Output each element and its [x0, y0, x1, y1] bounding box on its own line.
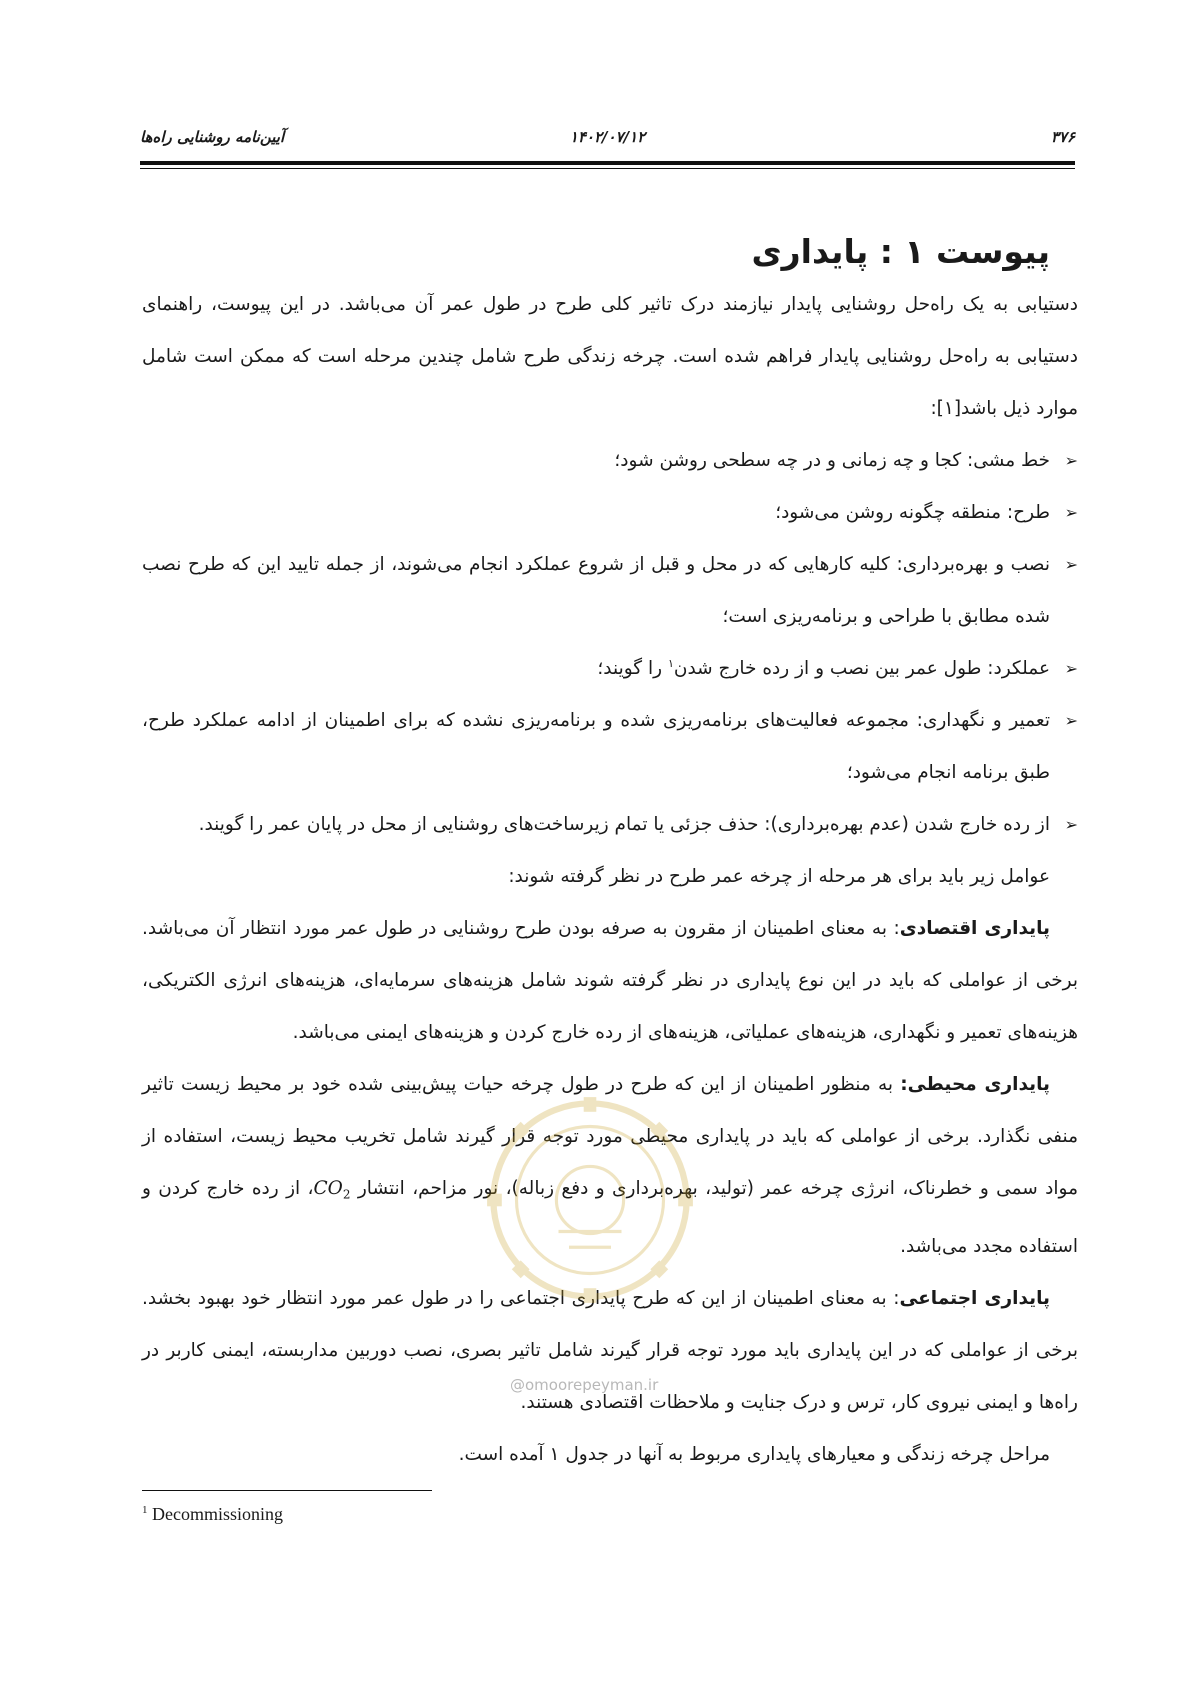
footnote-reference[interactable]: ۱	[667, 656, 674, 670]
watermark-text: @omoorepeyman.ir	[510, 1376, 659, 1394]
formula-base: CO	[313, 1178, 343, 1199]
social-term: پایداری اجتماعی	[899, 1287, 1051, 1309]
header-divider-thin	[140, 168, 1075, 169]
social-text: : به معنای اطمینان از این که طرح پایداری اجتماعی را در طول عمر مورد انتظار خود بهبود بخشد. برخی از عواملی که در این پایداری باید مورد توجه قرار گیرند شامل تاثیر بصری، نصب دوربین مداربسته، ایمنی کاربر در راه‌ها و ایمنی نیروی کار، ترس و درک جنایت و ملاحظات اقتصادی هستند.	[142, 1287, 1078, 1413]
list-item: ➢ خط مشی: کجا و چه زمانی و در چه سطحی روشن شود؛	[142, 435, 1078, 487]
co2-formula	[313, 1178, 351, 1202]
list-item-operation	[142, 643, 1078, 695]
page-title: پیوست ۱ : پایداری	[751, 232, 1050, 271]
list-item-text: عملکرد: طول عمر بین نصب و از رده خارج شدن	[673, 658, 1050, 679]
footnote-mark: 1	[142, 1504, 148, 1516]
social-sustainability-paragraph	[142, 1273, 1078, 1429]
header-date: ۱۴۰۲/۰۷/۱۲	[569, 128, 646, 146]
lifecycle-list	[142, 435, 1078, 851]
page-number: ۳۷۶	[1050, 128, 1075, 146]
list-item: ➢ تعمیر و نگهداری: مجموعه فعالیت‌های برنامه‌ریزی شده و برنامه‌ریزی نشده که برای اطمینان از ادامه عملکرد طرح، طبق برنامه انجام می‌شود؛	[142, 695, 1078, 799]
list-item-tail: را گویند؛	[597, 658, 668, 679]
header-divider-thick	[140, 161, 1075, 165]
header-document-title: آیین‌نامه روشنایی راه‌ها	[140, 128, 285, 146]
environmental-term: پایداری محیطی:	[900, 1074, 1050, 1095]
intro-paragraph: دستیابی به یک راه‌حل روشنایی پایدار نیازمند درک تاثیر کلی طرح در طول عمر آن می‌باشد. در این پیوست، راهنمای دستیابی به راه‌حل روشنایی پایدار فراهم شده است. چرخه زندگی طرح شامل چندین مرحله است که ممکن است شامل موارد ذیل باشد[۱]:	[142, 294, 1078, 419]
formula-subscript: 2	[342, 1187, 351, 1202]
economic-text: : به معنای اطمینان از مقرون به صرفه بودن طرح روشنایی در طول عمر مورد انتظار آن می‌باشد. برخی از عواملی که باید در این نوع پایداری در نظر گرفته شوند شامل هزینه‌های سرمایه‌ای، هزینه‌های انرژی الکتریکی، هزینه‌های تعمیر و نگهداری، هزینه‌های عملیاتی، هزینه‌های از رده خارج کردن و هزینه‌های ایمنی می‌باشد.	[142, 918, 1078, 1043]
economic-sustainability-paragraph	[142, 903, 1078, 1059]
factors-intro: عوامل زیر باید برای هر مرحله از چرخه عمر طرح در نظر گرفته شوند:	[508, 866, 1050, 887]
environmental-text: به منظور اطمینان از این که طرح در طول چرخه حیات پیش‌بینی شده خود بر محیط زیست تاثیر منفی نگذارد. برخی از عواملی که باید در پایداری محیطی مورد توجه قرار گیرند شامل تخریب محیط زیست، استفاده از مواد سمی و خطرناک، انرژی چرخه عمر (تولید، بهره‌برداری و دفع زباله)، نور مزاحم، انتشار	[142, 1074, 1078, 1199]
list-item: ➢ نصب و بهره‌برداری: کلیه کارهایی که در محل و قبل از شروع عملکرد انجام می‌شوند، از جمله تایید این که طرح نصب شده مطابق با طراحی و برنامه‌ریزی است؛	[142, 539, 1078, 643]
footnote-text: Decommissioning	[147, 1504, 283, 1524]
list-item: ➢ طرح: منطقه چگونه روشن می‌شود؛	[142, 487, 1078, 539]
economic-term: پایداری اقتصادی	[899, 918, 1050, 939]
page-header	[140, 128, 1075, 150]
main-content	[142, 225, 1078, 1481]
environmental-text-end: ، از رده خارج کردن و استفاده مجدد می‌باشد.	[142, 1178, 1078, 1257]
closing-paragraph: مراحل چرخه زندگی و معیارهای پایداری مربوط به آنها در جدول ۱ آمده است.	[458, 1443, 1050, 1465]
footnote-divider	[142, 1490, 432, 1491]
environmental-sustainability-paragraph	[142, 1059, 1078, 1273]
footnote	[142, 1504, 283, 1525]
list-item: ➢ از رده خارج شدن (عدم بهره‌برداری): حذف جزئی یا تمام زیرساخت‌های روشنایی از محل در پایان عمر را گویند.	[142, 799, 1078, 851]
